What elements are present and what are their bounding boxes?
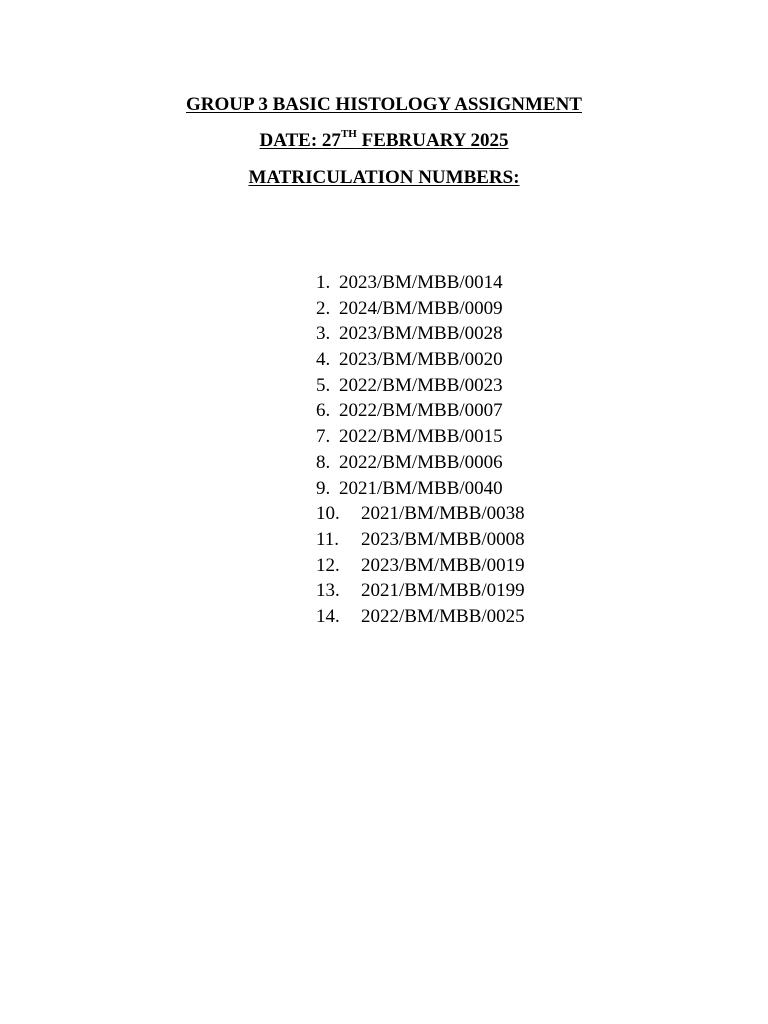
list-item	[316, 553, 525, 579]
list-item-number: 4.	[316, 349, 331, 371]
list-item	[316, 347, 503, 373]
list-item-number: 1.	[316, 272, 331, 293]
list-item-number: 11.	[316, 528, 340, 550]
list-item-value: 2024/BM/MBB/0009	[339, 297, 503, 319]
list-item-value: 2022/BM/MBB/0025	[361, 605, 525, 627]
list-item-number: 3.	[316, 323, 331, 345]
list-item	[316, 321, 503, 347]
matriculation-list	[316, 270, 525, 630]
list-item-value: 2023/BM/MBB/0008	[361, 528, 525, 550]
list-item-number: 14.	[316, 605, 340, 627]
list-item	[316, 270, 503, 296]
list-item	[316, 476, 503, 502]
list-item-value: 2023/BM/MBB/0014	[339, 272, 503, 293]
list-item-value: 2023/BM/MBB/0020	[339, 349, 503, 371]
list-item-number: 7.	[316, 426, 331, 448]
list-item	[316, 424, 503, 450]
list-item	[316, 527, 525, 553]
document-subtitle: MATRICULATION NUMBERS:	[248, 167, 520, 188]
list-item-value: 2022/BM/MBB/0006	[339, 451, 503, 473]
date-suffix: FEBRUARY 2025	[356, 130, 509, 151]
list-item-value: 2022/BM/MBB/0015	[339, 426, 503, 448]
list-item	[316, 296, 503, 322]
list-item	[316, 604, 525, 630]
list-item	[316, 501, 525, 527]
list-item	[316, 450, 503, 476]
list-item-number: 2.	[316, 297, 331, 319]
date-prefix: DATE: 27	[259, 130, 341, 151]
document-title: GROUP 3 BASIC HISTOLOGY ASSIGNMENT	[186, 94, 582, 115]
list-item-number: 9.	[316, 477, 331, 499]
list-item-value: 2022/BM/MBB/0023	[339, 374, 503, 396]
list-item-number: 5.	[316, 374, 331, 396]
list-item-number: 10.	[316, 503, 340, 525]
list-item	[316, 398, 503, 424]
list-item-value: 2023/BM/MBB/0019	[361, 554, 525, 576]
list-item-value: 2022/BM/MBB/0007	[339, 400, 503, 422]
list-item-number: 8.	[316, 451, 331, 473]
list-item-value: 2023/BM/MBB/0028	[339, 323, 503, 345]
list-item-number: 6.	[316, 400, 331, 422]
list-item-number: 12.	[316, 554, 340, 576]
date-superscript: TH	[340, 127, 357, 140]
list-item-value: 2021/BM/MBB/0040	[339, 477, 503, 499]
list-item-value: 2021/BM/MBB/0199	[361, 580, 525, 602]
list-item-number: 13.	[316, 580, 340, 602]
list-item	[316, 373, 503, 399]
document-date	[0, 127, 768, 152]
list-item	[316, 578, 525, 604]
list-item-value: 2021/BM/MBB/0038	[361, 503, 525, 525]
